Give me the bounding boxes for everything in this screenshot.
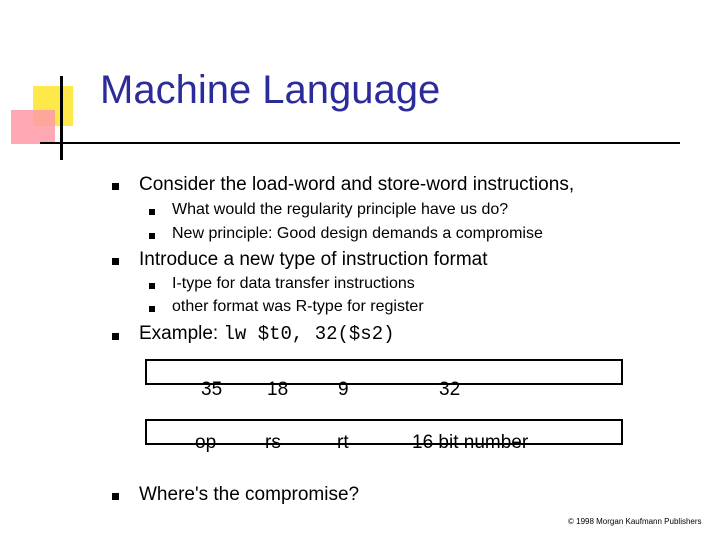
example-code: lw $t0, 32($s2) xyxy=(223,323,395,345)
bullet-text: Introduce a new type of instruction format xyxy=(139,249,488,270)
format-fields-box xyxy=(145,419,623,445)
field-rt: rt xyxy=(337,432,349,453)
decor-vertical-line xyxy=(60,76,63,160)
example-label: Example: xyxy=(139,323,224,344)
bullet-text: Where's the compromise? xyxy=(139,484,360,505)
decor-red-square xyxy=(11,110,55,144)
copyright-notice: © 1998 Morgan Kaufmann Publishers xyxy=(568,517,702,526)
sub-bullet-marker xyxy=(149,306,155,312)
bullet-text: Consider the load-word and store-word instructions, xyxy=(139,174,575,195)
example-line xyxy=(139,323,395,345)
value-immediate: 32 xyxy=(439,379,461,400)
title-underline xyxy=(40,142,680,144)
sub-bullet-marker xyxy=(149,209,155,215)
bullet-marker xyxy=(112,333,119,340)
field-rs: rs xyxy=(265,432,281,453)
value-rt: 9 xyxy=(338,379,349,400)
sub-bullet-marker xyxy=(149,283,155,289)
bullet-marker xyxy=(112,183,119,190)
bullet-marker xyxy=(112,493,119,500)
sub-bullet-text: other format was R-type for register xyxy=(172,298,424,315)
sub-bullet-text: What would the regularity principle have us do? xyxy=(172,201,509,218)
bullet-marker xyxy=(112,258,119,265)
sub-bullet-marker xyxy=(149,233,155,239)
value-rs: 18 xyxy=(267,379,289,400)
sub-bullet-text: New principle: Good design demands a compromise xyxy=(172,225,543,242)
field-op: op xyxy=(195,432,217,453)
sub-bullet-text: I-type for data transfer instructions xyxy=(172,275,415,292)
slide-title: Machine Language xyxy=(100,68,441,112)
value-op: 35 xyxy=(201,379,223,400)
field-immediate: 16 bit number xyxy=(412,432,529,453)
